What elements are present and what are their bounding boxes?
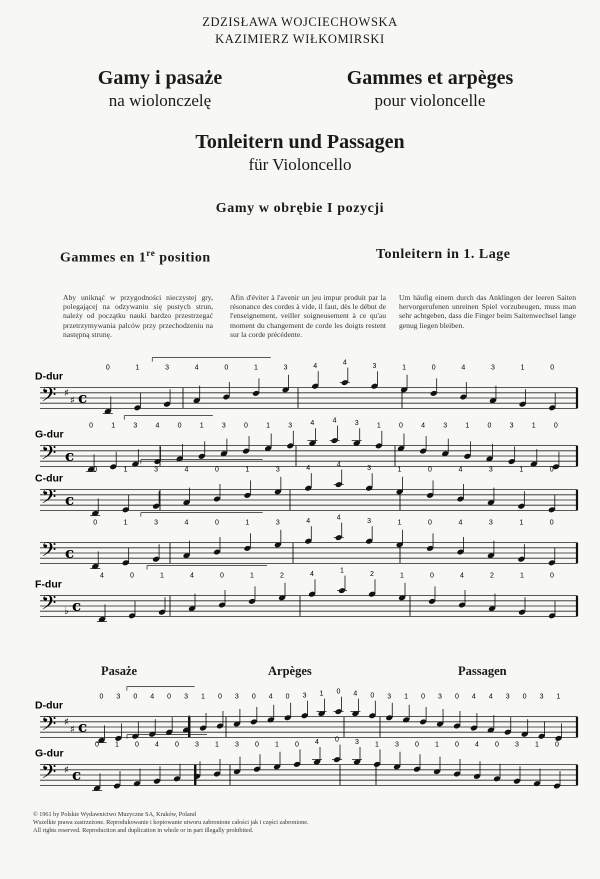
fingering-number: 2 [490, 572, 494, 580]
common-time-icon: c [65, 491, 75, 509]
bass-clef-icon: 𝄢 [41, 591, 57, 620]
title-german-main: Tonleitern und Passagen [195, 131, 405, 153]
fingering-number: 4 [342, 359, 347, 367]
fingering-number: 0 [555, 741, 559, 749]
bass-clef-icon: 𝄢 [41, 485, 57, 514]
fingering-number: 1 [340, 567, 344, 575]
passage-head-german: Passagen [458, 664, 507, 678]
fingering-number: 0 [549, 519, 554, 527]
fingering-number: 1 [404, 693, 409, 701]
fingering-number: 3 [195, 741, 199, 749]
bass-clef-icon: 𝄢 [41, 538, 57, 567]
fingering-number: 1 [160, 572, 164, 580]
fingering-number: 0 [431, 364, 436, 372]
fingering-number: 4 [310, 420, 315, 428]
fingering-number: 4 [155, 422, 160, 430]
fingering-number: 4 [471, 693, 476, 701]
string-bracket [141, 513, 263, 517]
fingering-number: 3 [354, 420, 359, 428]
title-french-sub: pour violoncelle [374, 91, 486, 110]
footer-line-2: Wszelkie prawa zastrzeżone. Reprodukowanie i kopiowanie utworu zabronione całości jak i części zabronione. [33, 819, 309, 826]
fingering-number: 4 [268, 693, 273, 701]
fingering-number: 4 [353, 690, 358, 698]
fingering-number: 4 [488, 693, 493, 701]
fingering-number: 1 [375, 741, 379, 749]
fingering-number: 0 [522, 693, 527, 701]
title-polish-sub: na wiolonczelę [108, 91, 212, 110]
common-time-icon: c [78, 718, 88, 736]
fingering-number: 0 [105, 364, 110, 372]
fingering-number: 4 [313, 363, 318, 371]
fingering-number: 0 [285, 693, 290, 701]
staff-label: G-dur [35, 747, 64, 760]
fingering-number: 1 [519, 519, 524, 527]
section-head-french-sup: re [146, 248, 156, 258]
fingering-number: 0 [133, 693, 138, 701]
fingering-number: 0 [130, 572, 134, 580]
fingering-number: 0 [550, 364, 555, 372]
fingering-number: 0 [251, 693, 256, 701]
fingering-number: 1 [199, 422, 204, 430]
fingering-number: 0 [335, 736, 339, 744]
fingering-number: 3 [515, 741, 519, 749]
fingering-number: 4 [194, 364, 199, 372]
fingering-number: 4 [336, 461, 341, 469]
fingering-number: 3 [283, 364, 288, 372]
passage-head-french: Arpèges [268, 664, 312, 678]
fingering-number: 0 [430, 572, 434, 580]
staff-label: G-dur [35, 428, 64, 441]
common-time-icon: c [72, 766, 82, 784]
fingering-number: 1 [402, 364, 406, 372]
fingering-number: 0 [244, 422, 248, 430]
common-time-icon: c [65, 447, 75, 465]
fingering-number: 4 [100, 572, 104, 580]
fingering-number: 3 [154, 466, 158, 474]
fingering-number: 3 [372, 363, 377, 371]
fingering-number: 0 [495, 741, 499, 749]
fingering-number: 3 [438, 693, 442, 701]
fingering-number: 3 [490, 364, 495, 372]
fingering-number: 4 [306, 465, 311, 473]
author-1: ZDZISŁAWA WOJCIECHOWSKA [202, 15, 398, 29]
fingering-number: 3 [539, 693, 544, 701]
fingering-number: 1 [520, 364, 525, 372]
common-time-icon: c [65, 544, 75, 562]
fingering-number: 3 [165, 364, 169, 372]
fingering-number: 4 [155, 741, 159, 749]
fingering-number: 1 [250, 572, 254, 580]
note-polish: Aby uniknąć w przygodności nieczystej gry, polegającej na odzywaniu się pustych strun, należy od początku nauki bardzo przestrzegać przetrzymywania palców przy przechodzeniu na następną strunę. [63, 293, 213, 339]
fingering-number: 3 [367, 465, 372, 473]
fingering-number: 1 [465, 422, 470, 430]
fingering-number: 4 [184, 519, 189, 527]
fingering-number: 3 [509, 422, 514, 430]
fingering-number: 0 [398, 422, 403, 430]
fingering-number: 1 [135, 364, 140, 372]
bass-clef-icon: 𝄢 [41, 441, 57, 470]
string-bracket [127, 735, 207, 739]
fingering-number: 0 [224, 364, 229, 372]
fingering-number: 4 [460, 572, 464, 580]
fingering-number: 0 [99, 693, 104, 701]
fingering-number: 4 [461, 364, 466, 372]
fingering-number: 0 [217, 693, 222, 701]
fingering-number: 0 [89, 422, 93, 430]
fingering-number: 1 [435, 741, 439, 749]
section-head-polish: Gamy w obrębie I pozycji [215, 201, 385, 216]
fingering-number: 1 [397, 519, 402, 527]
bass-clef-icon: 𝄢 [41, 712, 57, 741]
fingering-number: 1 [535, 741, 539, 749]
fingering-number: 1 [123, 519, 128, 527]
title-german-sub: für Violoncello [248, 155, 352, 174]
fingering-number: 0 [167, 693, 172, 701]
title-french-main: Gammes et arpèges [346, 67, 514, 89]
fingering-number: 3 [234, 693, 239, 701]
fingering-number: 3 [116, 693, 121, 701]
fingering-number: 0 [550, 572, 554, 580]
fingering-number: 2 [370, 571, 374, 579]
fingering-number: 1 [376, 422, 381, 430]
string-bracket [127, 687, 195, 691]
fingering-number: 0 [428, 519, 432, 527]
fingering-number: 4 [310, 571, 314, 579]
fingering-number: 1 [123, 466, 128, 474]
fingering-number: 0 [255, 741, 259, 749]
note-french: Afin d'éviter à l'avenir un jeu impur produit par la résonance des cordes à vide, il faut, dès le début de l'enseignement, veiller soigneusement à ce qu'au moment du changement de corde les doigts restent sur la corde précédente. [230, 293, 386, 339]
fingering-number: 1 [111, 422, 116, 430]
fingering-number: 3 [367, 518, 372, 526]
fingering-number: 1 [556, 693, 561, 701]
fingering-number: 3 [302, 692, 307, 700]
string-bracket [124, 416, 213, 420]
sharp-icon: ♯ [70, 724, 75, 736]
author-2: KAZIMIERZ WIŁKOMIRSKI [215, 32, 385, 46]
fingering-number: 3 [488, 519, 493, 527]
sharp-icon: ♯ [64, 387, 69, 399]
fingering-number: 0 [549, 466, 554, 474]
fingering-number: 4 [306, 518, 311, 526]
fingering-number: 1 [266, 422, 271, 430]
title-polish-main: Gamy i pasaże [97, 67, 223, 89]
footer-line-3: All rights reserved. Reproduction and duplication in whole or in part illegally prohibited. [33, 827, 254, 834]
fingering-number: 4 [421, 422, 426, 430]
section-head-german: Tonleitern in 1. Lage [376, 247, 511, 262]
fingering-number: 4 [475, 741, 479, 749]
bass-clef-icon: 𝄢 [41, 760, 57, 789]
fingering-number: 4 [458, 519, 463, 527]
footer-line-1: © 1961 by Polskie Wydawnictwo Muzyczne SA, Kraków, Poland [33, 811, 196, 818]
fingering-number: 0 [415, 741, 419, 749]
fingering-number: 0 [95, 741, 99, 749]
staff-label: C-dur [35, 472, 63, 485]
fingering-number: 3 [275, 519, 280, 527]
fingering-number: 0 [214, 466, 219, 474]
fingering-number: 4 [336, 514, 341, 522]
fingering-number: 0 [487, 422, 492, 430]
fingering-number: 2 [280, 572, 284, 580]
common-time-icon: c [78, 389, 88, 407]
fingering-number: 0 [93, 519, 98, 527]
fingering-number: 1 [275, 741, 279, 749]
fingering-number: 0 [214, 519, 219, 527]
fingering-number: 1 [245, 519, 250, 527]
fingering-number: 1 [397, 466, 402, 474]
sharp-icon: ♯ [64, 716, 69, 728]
staff-label: D-dur [35, 370, 63, 383]
fingering-number: 3 [387, 693, 392, 701]
fingering-number: 0 [428, 466, 432, 474]
string-bracket [152, 358, 271, 362]
fingering-number: 1 [519, 466, 524, 474]
fingering-number: 3 [395, 741, 399, 749]
fingering-number: 3 [235, 741, 239, 749]
fingering-number: 1 [201, 693, 205, 701]
fingering-number: 1 [400, 572, 404, 580]
fingering-number: 0 [93, 466, 98, 474]
fingering-number: 3 [221, 422, 226, 430]
fingering-number: 0 [295, 741, 299, 749]
fingering-number: 3 [275, 466, 280, 474]
fingering-number: 4 [458, 466, 463, 474]
staff-label: F-dur [35, 578, 62, 591]
fingering-number: 0 [454, 693, 459, 701]
fingering-number: 0 [135, 741, 139, 749]
fingering-number: 3 [505, 693, 510, 701]
fingering-number: 1 [115, 741, 119, 749]
fingering-number: 3 [443, 422, 448, 430]
fingering-number: 0 [553, 422, 558, 430]
fingering-number: 1 [253, 364, 258, 372]
note-german: Um häufig einem durch das Anklingen der leeren Saiten hervorgerufenen unreinen Spiel vorzubeugen, muss man sehr achtgeben, dass die Finger beim Saitenwechsel lange genug liegen bleiben. [399, 293, 576, 330]
fingering-number: 4 [332, 417, 337, 425]
fingering-number: 0 [336, 688, 341, 696]
string-bracket [147, 566, 267, 570]
fingering-number: 1 [531, 422, 536, 430]
fingering-number: 0 [455, 741, 459, 749]
fingering-number: 3 [154, 519, 158, 527]
sharp-icon: ♯ [64, 764, 69, 776]
fingering-number: 3 [184, 693, 189, 701]
fingering-number: 1 [215, 741, 219, 749]
fingering-number: 0 [370, 692, 375, 700]
section-head-french-prefix: Gammes en 1 [60, 250, 147, 266]
common-time-icon: c [72, 597, 82, 615]
fingering-number: 3 [488, 466, 493, 474]
fingering-number: 0 [421, 693, 426, 701]
fingering-number: 4 [190, 572, 194, 580]
copyright-footer [33, 811, 309, 835]
fingering-number: 3 [288, 422, 293, 430]
fingering-number: 0 [177, 422, 182, 430]
fingering-number: 4 [184, 466, 189, 474]
section-head-french-suffix: position [155, 250, 211, 266]
staff-label: D-dur [35, 699, 63, 712]
passage-head-polish: Pasaże [101, 664, 138, 678]
fingering-number: 3 [355, 739, 359, 746]
flat-icon: ♭ [64, 606, 69, 618]
bass-clef-icon: 𝄢 [41, 383, 57, 412]
fingering-number: 1 [319, 690, 324, 698]
fingering-number: 4 [150, 693, 155, 701]
fingering-number: 1 [520, 572, 524, 580]
fingering-number: 0 [220, 572, 224, 580]
fingering-number: 3 [133, 422, 138, 430]
fingering-number: 4 [315, 739, 319, 746]
fingering-number: 1 [245, 466, 250, 474]
sharp-icon: ♯ [70, 395, 75, 407]
fingering-number: 0 [175, 741, 179, 749]
